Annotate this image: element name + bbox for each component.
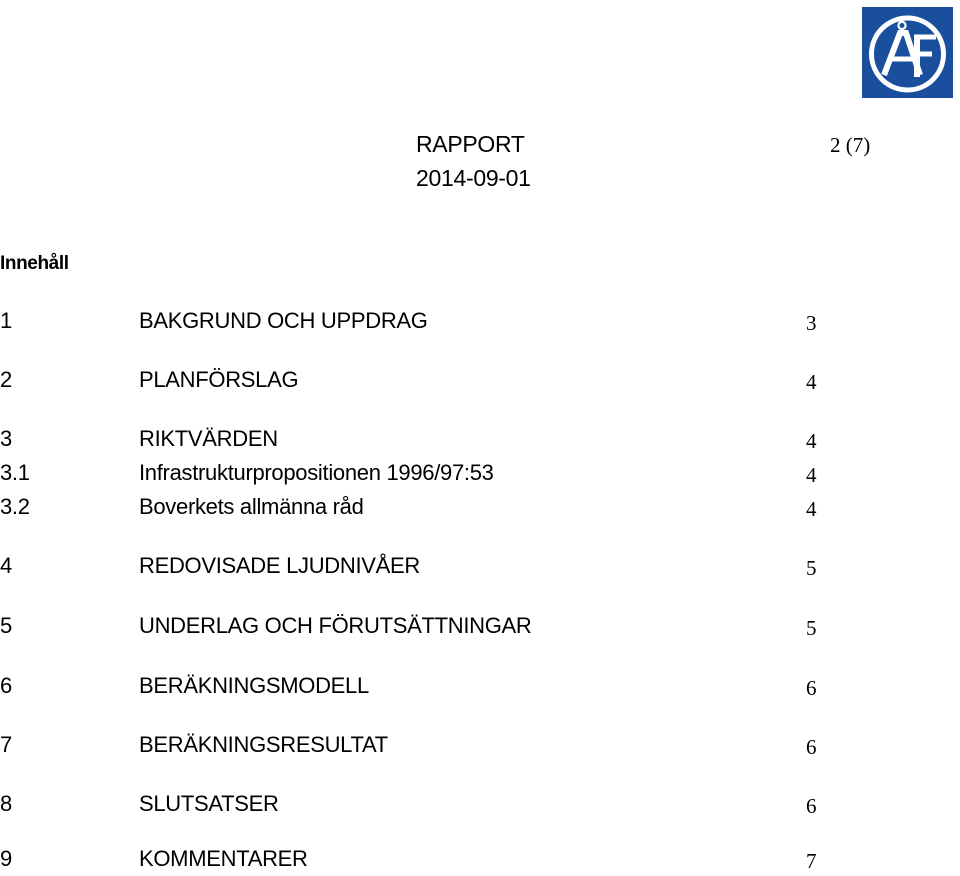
toc-entry-title: BAKGRUND OCH UPPDRAG	[139, 308, 428, 333]
toc-entry-3	[0, 424, 830, 454]
toc-entry-6	[0, 671, 830, 701]
report-date: 2014-09-01	[416, 165, 531, 191]
toc-entry-page: 5	[806, 556, 817, 580]
af-logo-graphic	[862, 7, 953, 98]
toc-entry-number: 5	[0, 613, 12, 638]
toc-entry-title: RIKTVÄRDEN	[139, 426, 278, 451]
toc-entry-title: KOMMENTARER	[139, 846, 308, 871]
toc-entry-number: 9	[0, 846, 12, 871]
toc-entry-title: BERÄKNINGSRESULTAT	[139, 732, 388, 757]
toc-entry-8	[0, 789, 830, 819]
toc-entry-page: 7	[806, 849, 817, 873]
toc-entry-page: 4	[806, 370, 817, 394]
toc-entry-number: 8	[0, 791, 12, 816]
toc-heading: Innehåll	[0, 253, 69, 274]
toc-entry-number: 3.2	[0, 494, 30, 519]
toc-entry-page: 3	[806, 311, 817, 335]
toc-entry-number: 7	[0, 732, 12, 757]
toc-entry-title: SLUTSATSER	[139, 791, 279, 816]
toc-entry-3-2	[0, 492, 830, 522]
toc-entry-9	[0, 844, 830, 874]
toc-entry-page: 6	[806, 735, 817, 759]
toc-entry-1	[0, 306, 830, 336]
toc-entry-4	[0, 551, 830, 581]
toc-entry-3-1	[0, 458, 830, 488]
toc-entry-2	[0, 365, 830, 395]
toc-entry-page: 4	[806, 429, 817, 453]
toc-entry-number: 6	[0, 673, 12, 698]
toc-entry-title: PLANFÖRSLAG	[139, 367, 299, 392]
toc-entry-title: Infrastrukturpropositionen 1996/97:53	[139, 460, 494, 485]
page-number: 2 (7)	[830, 133, 871, 157]
toc-entry-page: 4	[806, 463, 817, 487]
toc-entry-page: 5	[806, 616, 817, 640]
toc-entry-number: 3	[0, 426, 12, 451]
toc-entry-5	[0, 611, 830, 641]
toc-entry-7	[0, 730, 830, 760]
toc-entry-title: Boverkets allmänna råd	[139, 494, 364, 519]
toc-entry-number: 3.1	[0, 460, 30, 485]
toc-entry-page: 6	[806, 676, 817, 700]
toc-entry-number: 1	[0, 308, 12, 333]
toc-entry-title: REDOVISADE LJUDNIVÅER	[139, 553, 420, 578]
toc-entry-title: BERÄKNINGSMODELL	[139, 673, 369, 698]
af-logo-icon	[862, 7, 953, 98]
toc-entry-number: 4	[0, 553, 12, 578]
toc-entry-title: UNDERLAG OCH FÖRUTSÄTTNINGAR	[139, 613, 532, 638]
toc-entry-page: 6	[806, 794, 817, 818]
report-type-label: RAPPORT	[416, 131, 525, 157]
toc-entry-number: 2	[0, 367, 12, 392]
toc-entry-page: 4	[806, 497, 817, 521]
